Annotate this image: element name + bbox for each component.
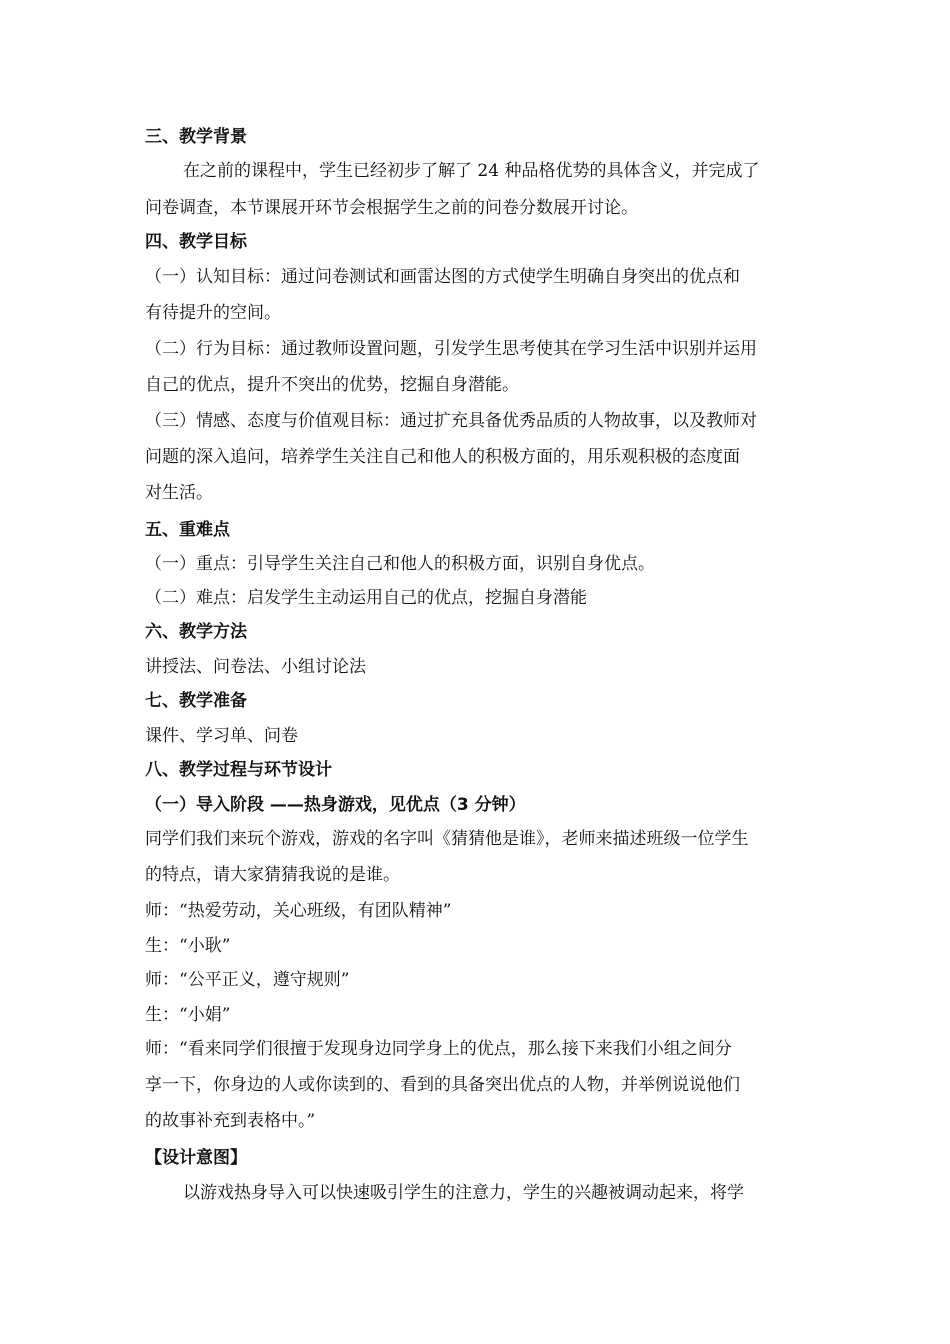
section-heading-process: 八、教学过程与环节设计 [145,760,332,780]
section-heading-background: 三、教学背景 [145,127,247,147]
paragraph-line: 在之前的课程中，学生已经初步了解了 24 种品格优势的具体含义，并完成了 [183,161,760,181]
dialogue-line: 生：“小耿” [145,936,231,956]
dialogue-line: 享一下，你身边的人或你读到的、看到的具备突出优点的人物，并举例说说他们 [145,1075,740,1095]
dialogue-line: 生：“小娟” [145,1005,231,1025]
paragraph-line: 问卷调查，本节课展开环节会根据学生之前的问卷分数展开讨论。 [145,198,638,218]
paragraph-line: 自己的优点，提升不突出的优势，挖掘自身潜能。 [145,375,519,395]
dialogue-line: 的故事补充到表格中。” [145,1111,316,1131]
paragraph-line: （三）情感、态度与价值观目标：通过扩充具备优秀品质的人物故事，以及教师对 [145,411,757,431]
paragraph-line: 同学们我们来玩个游戏，游戏的名字叫《猜猜他是谁》，老师来描述班级一位学生 [145,829,749,849]
paragraph-line: 有待提升的空间。 [145,303,281,323]
paragraph-line: （二）行为目标：通过教师设置问题，引发学生思考使其在学习生活中识别并运用 [145,339,757,359]
paragraph-line: 以游戏热身导入可以快速吸引学生的注意力，学生的兴趣被调动起来，将学 [183,1183,744,1203]
section-heading-methods: 六、教学方法 [145,622,247,642]
section-heading-preparation: 七、教学准备 [145,691,247,711]
paragraph-line: 的特点，请大家猜猜我说的是谁。 [145,865,400,885]
dialogue-line: 师：“看来同学们很擅于发现身边同学身上的优点，那么接下来我们小组之间分 [145,1039,732,1059]
paragraph-line: 对生活。 [145,483,213,503]
paragraph-line: （二）难点：启发学生主动运用自己的优点，挖掘自身潜能 [145,588,587,608]
dialogue-line: 师：“公平正义，遵守规则” [145,970,350,990]
paragraph-line: （一）重点：引导学生关注自己和他人的积极方面，识别自身优点。 [145,554,655,574]
section-heading-objectives: 四、教学目标 [145,232,247,252]
paragraph-line: 课件、学习单、问卷 [145,726,298,746]
paragraph-line: 讲授法、问卷法、小组讨论法 [145,657,366,677]
paragraph-line: （一）认知目标：通过问卷测试和画雷达图的方式使学生明确自身突出的优点和 [145,267,740,287]
paragraph-line: 问题的深入追问，培养学生关注自己和他人的积极方面的，用乐观积极的态度面 [145,447,740,467]
dialogue-line: 师：“热爱劳动，关心班级，有团队精神” [145,901,452,921]
subsection-heading-intro: （一）导入阶段 ——热身游戏，见优点（3 分钟） [145,795,526,815]
design-intent-heading: 【设计意图】 [145,1148,247,1168]
section-heading-key-points: 五、重难点 [145,520,230,540]
